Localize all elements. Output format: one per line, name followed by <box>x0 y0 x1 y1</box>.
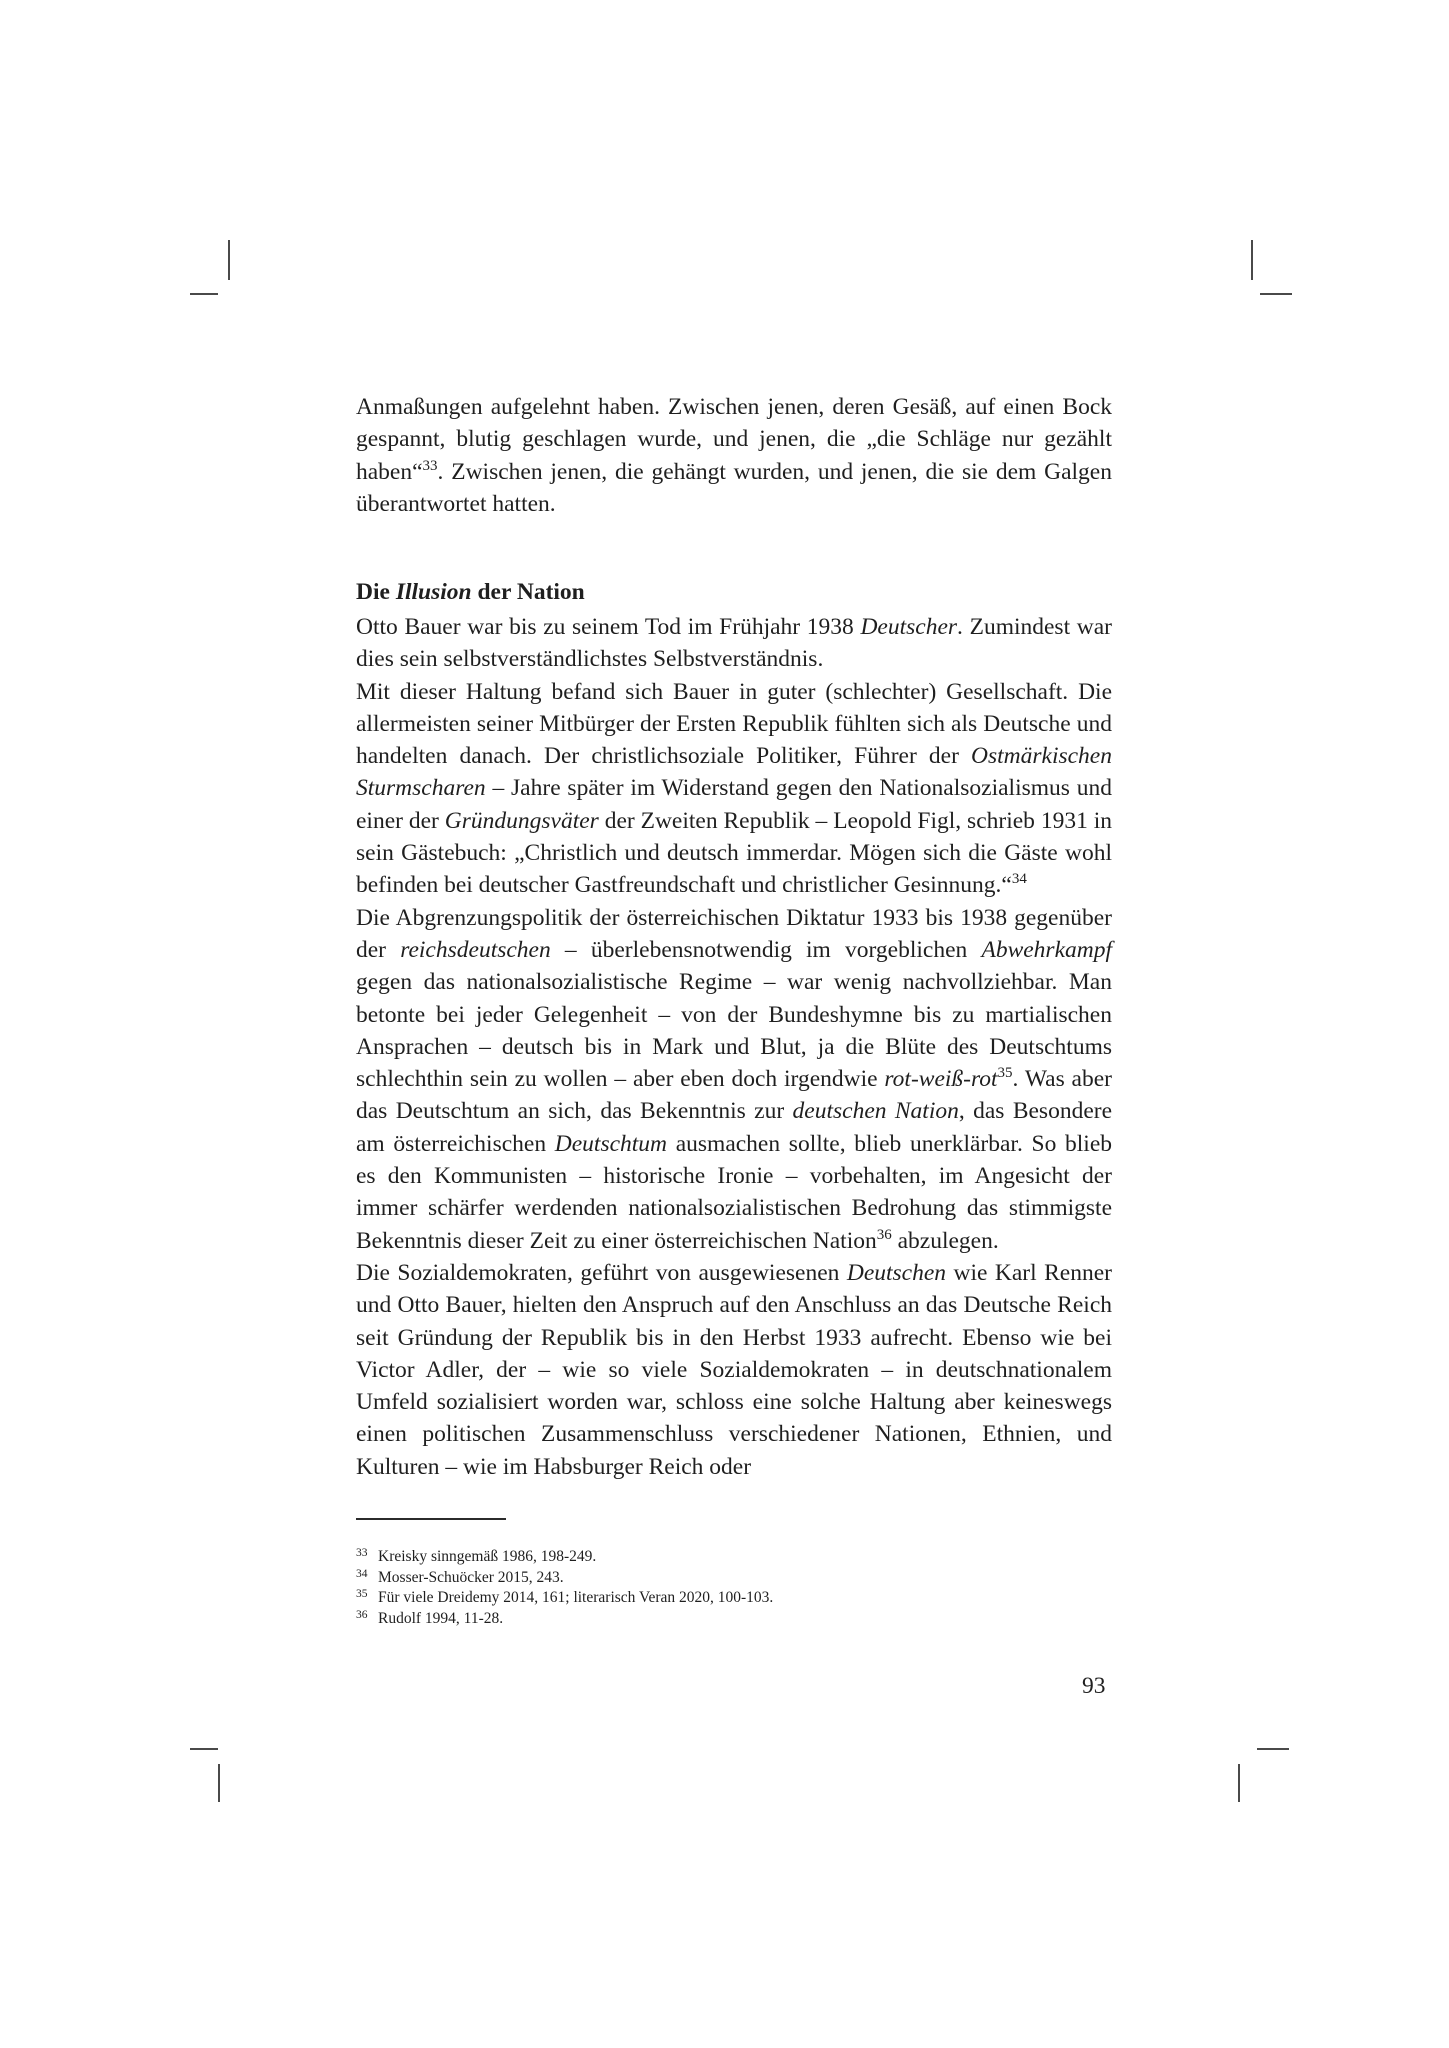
opening-text-continued: . Zwischen jenen, die gehängt wurden, und jenen, die sie dem Galgen überantwortet hatten. <box>356 458 1112 517</box>
crop-mark-top-left-horizontal <box>190 293 218 295</box>
paragraph-1: Otto Bauer war bis zu seinem Tod im Frühjahr 1938 Deutscher. Zumindest war dies sein selbstverständlichstes Selbstverständnis. <box>356 614 1112 673</box>
paragraph-3: Die Abgrenzungspolitik der österreichischen Diktatur 1933 bis 1938 gegenüber der reichsdeutschen – überlebensnotwendig im vorgeblichen Abwehrkampf gegen das nationalsozialistische Regime – war wenig nachvollziehbar. Man betonte bei jeder Gelegenheit – von der Bundeshymne bis zu martialischen Ansprachen – deutsch bis in Mark und Blut, ja die Blüte des Deutschtums schlechthin sein zu wollen – aber eben doch irgendwie rot-weiß-rot$^{35}$. Was aber das Deutschtum an sich, das Bekenntnis zur deutschen Nation, das Besondere am österreichischen Deutschtum ausmachen sollte, blieb unerklärbar. So blieb es den Kommunisten – historische Ironie – vorbehalten, im Angesicht der immer schärfer werdenden nationalsozialistischen Bedrohung das stimmigste Bekenntnis dieser Zeit zu einer österreichischen Nation$^{36}$ abzulegen. <box>356 904 1113 1254</box>
crop-mark-bottom-right-vertical <box>1238 1764 1240 1802</box>
crop-mark-top-right-vertical <box>1251 240 1253 280</box>
crop-mark-bottom-left-horizontal <box>190 1748 218 1750</box>
opening-paragraph <box>356 391 1112 520</box>
footnotes <box>356 1547 773 1629</box>
heading-emphasis: Illusion <box>395 579 472 605</box>
footnote-35: $^{35}$ Für viele Dreidemy 2014, 161; literarisch Veran 2020, 100-103. <box>356 1588 774 1606</box>
crop-mark-bottom-left-vertical <box>218 1764 220 1802</box>
footnote-ref-34: 34 <box>1011 871 1027 888</box>
footnote-34: $^{34}$ Mosser-Schuöcker 2015, 243. <box>356 1567 564 1586</box>
paragraph-4: Die Sozialdemokraten, geführt von ausgewiesenen Deutschen wie Karl Renner und Otto Bauer, hielten den Anspruch auf den Anschluss an das Deutsche Reich seit Gründung der Republik bis in den Herbst 1933 aufrecht. Ebenso wie bei Victor Adler, der – wie so viele Sozialdemokraten – in deutschnationalem Umfeld sozialisiert worden war, schloss eine solche Haltung aber keineswegs einen politischen Zusammenschluss verschiedener Nationen, Ethnien, und Kulturen – wie im Habsburger Reich oder <box>356 1259 1112 1480</box>
section-heading: Die Illusion der Nation <box>356 579 585 605</box>
opening-text: Anmaßungen aufgelehnt haben. Zwischen jenen, deren Gesäß, auf einen Bock gespannt, blutig geschlagen wurde, und jenen, die „die Schläge nur gezählt haben“ <box>356 394 1112 485</box>
page-number: 93 <box>1082 1673 1106 1699</box>
paragraph-2: Mit dieser Haltung befand sich Bauer in guter (schlechter) Gesellschaft. Die allermeisten seiner Mitbürger der Ersten Republik fühlten sich als Deutsche und handelten danach. Der christlichsoziale Politiker, Führer der Ostmärkischen Sturmscharen – Jahre später im Widerstand gegen den Nationalsozialismus und einer der Gründungsväter der Zweiten Republik – Leopold Figl, schrieb 1931 in sein Gästebuch: „Christlich und deutsch immerdar. Mögen sich die Gäste wohl befinden bei deutscher Gastfreundschaft und christlicher Gesinnung.“$^{34}$ <box>356 678 1112 899</box>
crop-mark-bottom-right-horizontal <box>1257 1748 1289 1750</box>
footnote-36: $^{36}$ Rudolf 1994, 11-28. <box>356 1608 504 1627</box>
crop-mark-top-left-vertical <box>228 240 230 280</box>
footnote-ref-36: 36 <box>876 1226 892 1243</box>
footnote-separator <box>356 1518 506 1520</box>
footnote-33: $^{33}$ Kreisky sinngemäß 1986, 198-249. <box>356 1547 597 1565</box>
footnote-ref-33: 33 <box>422 457 438 474</box>
body-text <box>356 611 1112 1483</box>
footnote-ref-35: 35 <box>997 1065 1013 1082</box>
crop-mark-top-right-horizontal <box>1260 293 1292 295</box>
